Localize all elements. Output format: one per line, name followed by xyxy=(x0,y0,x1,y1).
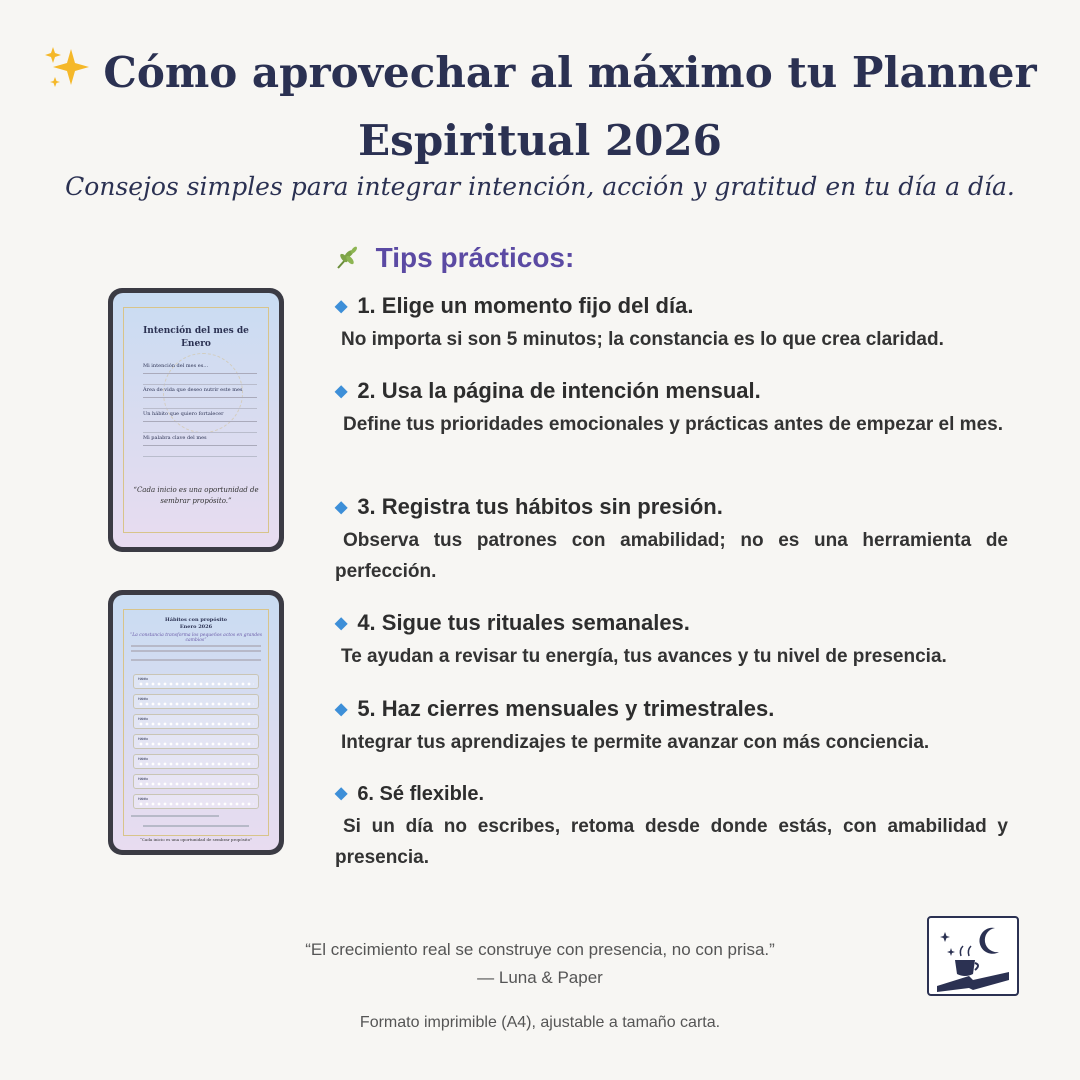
tip-item-4 xyxy=(335,608,1008,672)
tablet-preview-habits xyxy=(108,590,284,855)
format-note: Formato imprimible (A4), ajustable a tamaño carta. xyxy=(359,1014,721,1031)
intention-item: Un hábito que quiero fortalecer xyxy=(143,411,257,433)
quote-author: — Luna & Paper xyxy=(477,968,603,987)
tips-heading: Tips prácticos: xyxy=(335,242,574,274)
habits-title: Hábitos con propósito Enero 2026 xyxy=(165,617,227,630)
habit-row: Hábito xyxy=(133,774,259,789)
tip-body: Define tus prioridades emocionales y prácticas antes de empezar el mes. xyxy=(343,414,1003,435)
tip-body: Observa tus patrones con amabilidad; no es una herramienta de perfección. xyxy=(335,530,1008,582)
tip-item-2 xyxy=(335,376,1008,440)
text-line xyxy=(131,659,261,661)
intention-item: Mi intención del mes es… xyxy=(143,363,257,385)
tip-body: Te ayudan a revisar tu energía, tus avances y tu nivel de presencia. xyxy=(341,646,947,667)
text-line xyxy=(131,650,261,652)
tip-item-6 xyxy=(335,778,1008,873)
diamond-icon: ◆ xyxy=(335,701,348,718)
footer-quote: “El crecimiento real se construye con presencia, no con prisa.” — Luna & Paper xyxy=(180,936,900,992)
tip-item-1 xyxy=(335,291,1008,355)
title-line-1: Cómo aprovechar al máximo tu Planner xyxy=(103,48,1037,97)
tablet-screen xyxy=(113,293,279,547)
tip-item-3 xyxy=(335,492,1008,587)
diamond-icon: ◆ xyxy=(335,499,348,516)
title-line-2: Espiritual 2026 xyxy=(358,115,722,165)
diamond-icon: ◆ xyxy=(335,298,348,315)
text-line xyxy=(143,825,249,827)
page-subtitle: Consejos simples para integrar intención, acción y gratitud en tu día a día. xyxy=(65,172,1015,201)
intention-item: Mi palabra clave del mes xyxy=(143,435,257,457)
habits-footer: “Cada inicio es una oportunidad de sembrar propósito” xyxy=(139,837,253,842)
tip-title: 3. Registra tus hábitos sin presión. xyxy=(357,494,723,519)
moon-cup-book-icon xyxy=(929,918,1017,994)
tablet-preview-intention xyxy=(108,288,284,552)
page-title xyxy=(40,42,1040,172)
habit-row: Hábito xyxy=(133,674,259,689)
tip-item-5 xyxy=(335,694,1008,758)
brand-logo xyxy=(927,916,1019,996)
tip-body: Si un día no escribes, retoma desde donde estás, con amabilidad y presencia. xyxy=(335,816,1008,868)
tip-title: 1. Elige un momento fijo del día. xyxy=(357,293,694,318)
intention-quote: “Cada inicio es una oportunidad de sembrar propósito.” xyxy=(133,486,259,505)
tip-title: 4. Sigue tus rituales semanales. xyxy=(357,610,690,635)
sparkles-icon xyxy=(43,43,93,110)
herb-icon xyxy=(335,246,368,273)
tablet-screen xyxy=(113,595,279,850)
habit-row: Hábito xyxy=(133,734,259,749)
habit-row: Hábito xyxy=(133,754,259,769)
text-line xyxy=(131,815,219,817)
text-line xyxy=(131,645,261,647)
habit-row: Hábito xyxy=(133,694,259,709)
tip-body: Integrar tus aprendizajes te permite avanzar con más conciencia. xyxy=(341,732,930,753)
habit-row: Hábito xyxy=(133,794,259,809)
intention-title: Intención del mes de Enero xyxy=(143,326,249,349)
habits-subtitle: “La constancia transforma los pequeños actos en grandes cambios” xyxy=(129,633,263,643)
tip-title: 2. Usa la página de intención mensual. xyxy=(357,378,761,403)
tip-title: 5. Haz cierres mensuales y trimestrales. xyxy=(357,696,775,721)
intention-item: Área de vida que deseo nutrir este mes xyxy=(143,387,257,409)
diamond-icon: ◆ xyxy=(335,785,348,802)
tip-body: No importa si son 5 minutos; la constancia es lo que crea claridad. xyxy=(341,329,944,350)
diamond-icon: ◆ xyxy=(335,383,348,400)
diamond-icon: ◆ xyxy=(335,615,348,632)
tip-title: 6. Sé flexible. xyxy=(357,783,485,805)
habit-row: Hábito xyxy=(133,714,259,729)
